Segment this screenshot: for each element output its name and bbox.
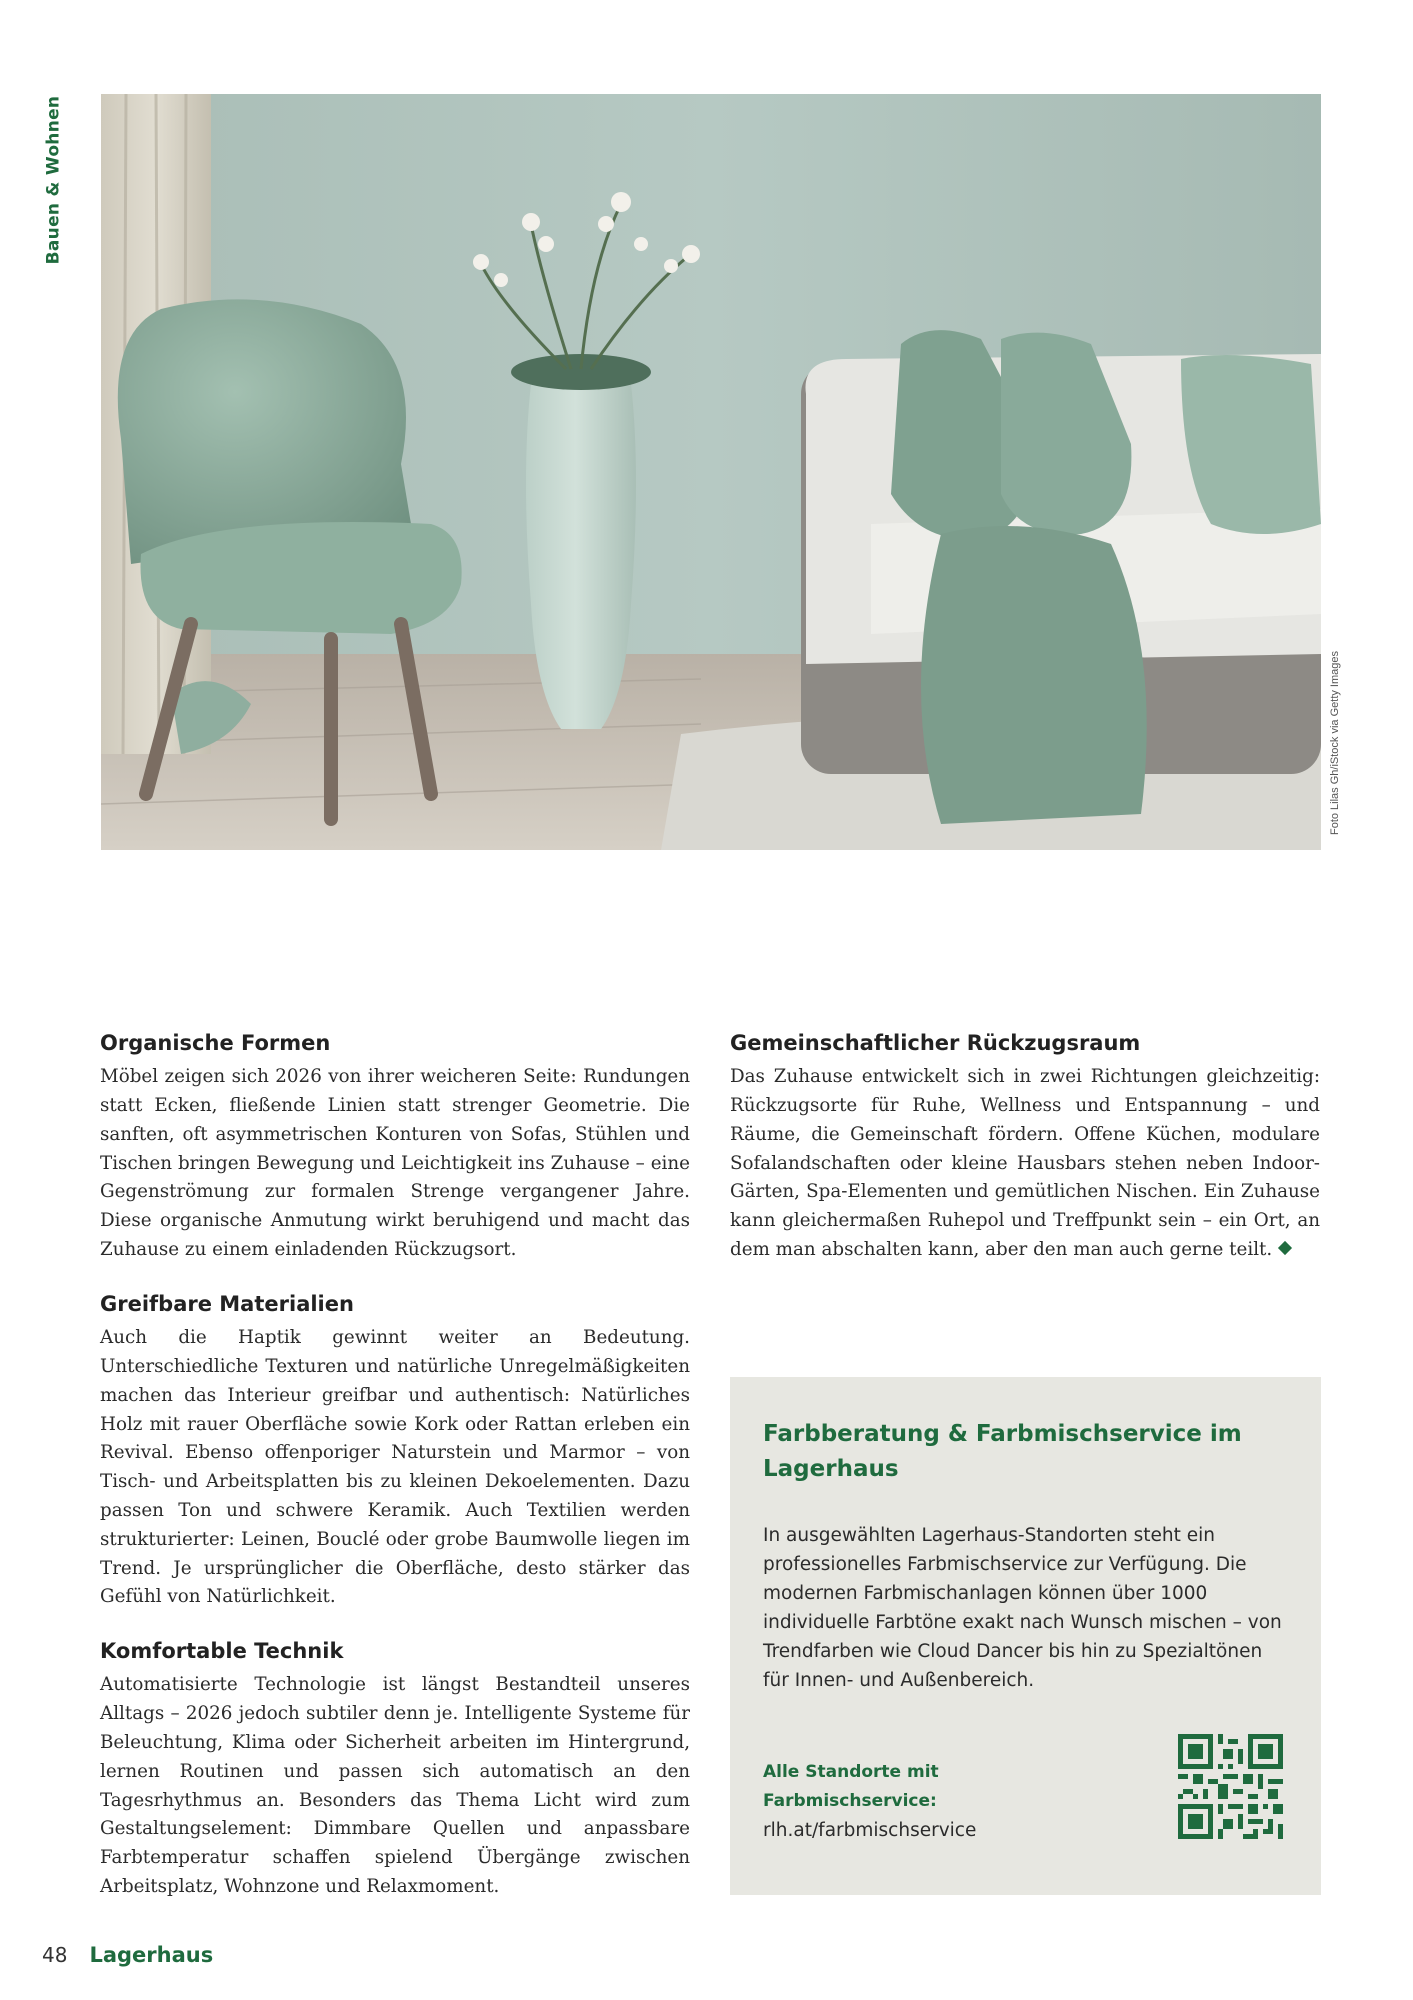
paragraph-text: Das Zuhause entwickelt sich in zwei Richtungen gleichzeitig: Rückzugsorte für Ruhe, Wellness und Entspannung – und Räume, die Gemeinschaft fördern. Offene Küchen, modulare Sofalandschaften oder kleine Hausbars stehen neben Indoor-Gärten, Spa-Elementen und gemütlichen Nischen. Ein Zuhause kann gleichermaßen Ruhepol und Treffpunkt sein – ein Ort, an dem man abschalten kann, aber den man auch gerne teilt. [730,1066,1320,1261]
article-column-right [730,1030,1320,1291]
hero-photo-illustration [101,94,1321,850]
section-label-text: Bauen & Wohnen [43,95,64,265]
end-diamond-icon [1278,1241,1292,1255]
heading-komfortable-technik: Komfortable Technik [100,1639,344,1664]
page-footer [42,1943,213,1967]
heading-gemeinschaftlicher-rueckzugsraum: Gemeinschaftlicher Rückzugsraum [730,1031,1141,1055]
info-box-farbberatung [730,1377,1321,1895]
paragraph-komfortable-technik: Automatisierte Technologie ist längst Bestandteil unseres Alltags – 2026 jedoch subtiler denn je. Intelligente Systeme für Beleuchtung, Klima oder Sicherheit arbeiten im Hintergrund, lernen Routinen und passen sich automatisch an den Tagesrhythmus an. Besonders das Thema Licht wird zum Gestaltungselement: Dimmbare Quellen und anpassbare Farbtemperatur schaffen spielend Übergänge zwischen Arbeitsplatz, Wohnzone und Relaxmoment. [100,1674,690,1898]
info-box-link-block [763,1758,976,1845]
heading-greifbare-materialien: Greifbare Materialien [100,1291,354,1316]
paragraph-organische-formen: Möbel zeigen sich 2026 von ihrer weicheren Seite: Rundungen statt Ecken, fließende Linien statt strenger Geometrie. Die sanften, oft asymmetrischen Konturen von Sofas, Stühlen und Tischen bringen Bewegung und Leichtigkeit ins Zuhause – eine Gegenströmung zur formalen Strenge vergangener Jahre. Diese organische Anmutung wirkt beruhigend und macht das Zuhause zu einem einladenden Rückzugsort. [100,1066,690,1261]
heading-organische-formen: Organische Formen [100,1031,331,1055]
info-box-link-url[interactable]: rlh.at/farbmischservice [763,1820,977,1841]
page-number: 48 [42,1943,68,1967]
hero-photo [101,94,1321,850]
qr-code-icon[interactable] [1178,1734,1283,1839]
paragraph-greifbare-materialien: Auch die Haptik gewinnt weiter an Bedeutung. Unterschiedliche Texturen und natürliche Unregelmäßigkeiten machen das Interieur greifbar und authentisch: Natürliches Holz mit rauer Oberfläche sowie Kork oder Rattan erleben ein Revival. Ebenso offenporiger Naturstein und Marmor – von Tisch- und Arbeitsplatten bis zu kleinen Dekoelementen. Dazu passen Ton und schwere Keramik. Auch Textilien werden strukturierter: Leinen, Bouclé oder grobe Baumwolle liegen im Trend. Je ursprünglicher die Oberfläche, desto stärker das Gefühl von Natürlichkeit. [100,1327,690,1608]
paragraph-gemeinschaftlicher-rueckzugsraum [730,1063,1320,1265]
info-box-title: Farbberatung & Farbmischservice im Lagerhaus [763,1421,1242,1482]
info-box-text: In ausgewählten Lagerhaus-Standorten steht ein professionelles Farbmischservice zur Verfügung. Die modernen Farbmischanlagen können über 1000 individuelle Farbtöne exakt nach Wunsch mischen – von Trendfarben wie Cloud Dancer bis hin zu Spezialtönen für Innen- und Außenbereich. [763,1525,1282,1691]
photo-credit [1326,636,1344,850]
info-box-footer [763,1725,1283,1845]
brand-logo-text: Lagerhaus [89,1943,214,1967]
section-label [38,95,68,265]
info-box-link-label: Alle Standorte mit Farbmischservice: [763,1762,939,1811]
article-column-left [100,1030,690,1928]
photo-credit-text: Foto Lilas Gh/iStock via Getty Images [1329,650,1341,836]
qr-code-graphic [1178,1734,1283,1839]
